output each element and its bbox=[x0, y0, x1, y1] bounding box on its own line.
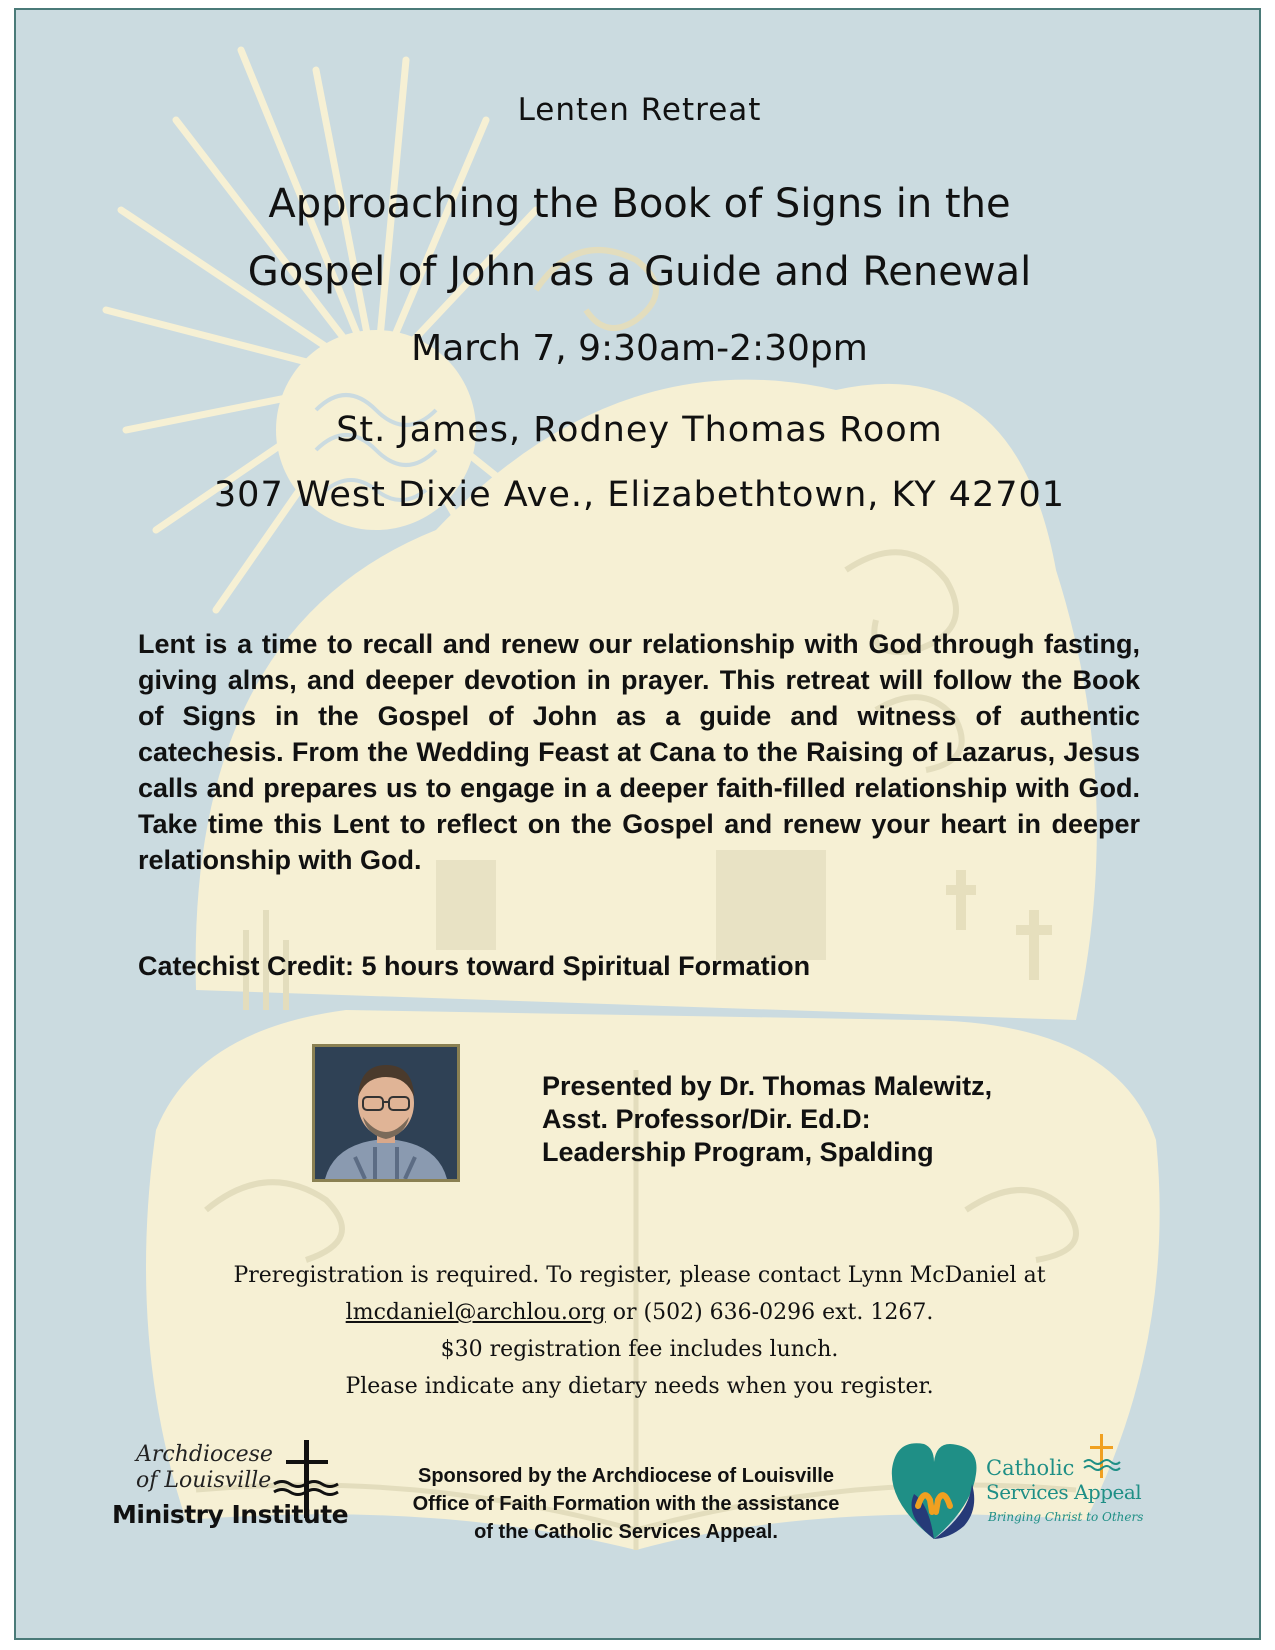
contact-line bbox=[16, 1294, 1261, 1331]
event-address: 307 West Dixie Ave., Elizabethtown, KY 42701 bbox=[213, 475, 1066, 515]
presenter-photo bbox=[312, 1044, 460, 1182]
logo-archdiocese-text: Archdiocese bbox=[136, 1442, 273, 1467]
event-title bbox=[16, 170, 1261, 306]
event-date: March 7, 9:30am-2:30pm bbox=[411, 328, 868, 369]
event-title-line-2: Gospel of John as a Guide and Renewal bbox=[247, 249, 1032, 295]
csa-catholic-text: Catholic bbox=[986, 1456, 1075, 1480]
logo-louisville-text: of Louisville bbox=[136, 1468, 272, 1493]
contact-phone: or (502) 636-0296 ext. 1267. bbox=[612, 1300, 934, 1325]
presenter-name: Presented by Dr. Thomas Malewitz, bbox=[542, 1071, 993, 1101]
sponsor-note bbox=[376, 1462, 876, 1546]
csa-services-appeal-text: Services Appeal bbox=[986, 1480, 1142, 1504]
flyer-frame bbox=[14, 8, 1261, 1640]
registration-info bbox=[16, 1257, 1261, 1405]
sponsor-line-1: Sponsored by the Archdiocese of Louisville bbox=[417, 1465, 834, 1487]
presenter-program: Leadership Program, Spalding bbox=[542, 1137, 934, 1167]
dietary-note: Please indicate any dietary needs when you register. bbox=[345, 1374, 934, 1399]
sponsor-line-3: of the Catholic Services Appeal. bbox=[474, 1521, 778, 1543]
registration-line: Preregistration is required. To register, please contact Lynn McDaniel at bbox=[233, 1263, 1046, 1288]
person-portrait-icon bbox=[315, 1047, 457, 1179]
catechist-credit: Catechist Credit: 5 hours toward Spiritual Formation bbox=[138, 951, 811, 981]
event-description: Lent is a time to recall and renew our relationship with God through fasting, giving alms, and deeper devotion in prayer. This retreat will follow the Book of Signs in the Gospel of John as a guide and witness of authentic catechesis. From the Wedding Feast at Cana to the Raising of Lazarus, Jesus calls and prepares us to engage in a deeper faith-filled relationship with God. Take time this Lent to reflect on the Gospel and renew your heart in deeper relationship with God. bbox=[138, 629, 1140, 875]
registration-fee: $30 registration fee includes lunch. bbox=[440, 1337, 839, 1362]
csa-tagline: Bringing Christ to Others bbox=[988, 1510, 1144, 1524]
event-location: St. James, Rodney Thomas Room bbox=[336, 410, 943, 450]
contact-email-link[interactable]: lmcdaniel@archlou.org bbox=[345, 1300, 606, 1325]
event-kicker: Lenten Retreat bbox=[517, 92, 762, 128]
presenter-title: Asst. Professor/Dir. Ed.D: bbox=[542, 1104, 871, 1134]
ministry-institute-logo bbox=[112, 1442, 362, 1542]
catholic-services-appeal-logo bbox=[884, 1434, 1154, 1558]
sponsor-line-2: Office of Faith Formation with the assistance bbox=[412, 1493, 840, 1515]
cross-waves-orange-icon bbox=[1082, 1434, 1122, 1480]
presenter-info bbox=[542, 1070, 992, 1169]
logo-ministry-institute-text: Ministry Institute bbox=[112, 1500, 349, 1529]
event-title-line-1: Approaching the Book of Signs in the bbox=[268, 181, 1011, 227]
heart-hands-icon bbox=[884, 1434, 984, 1544]
